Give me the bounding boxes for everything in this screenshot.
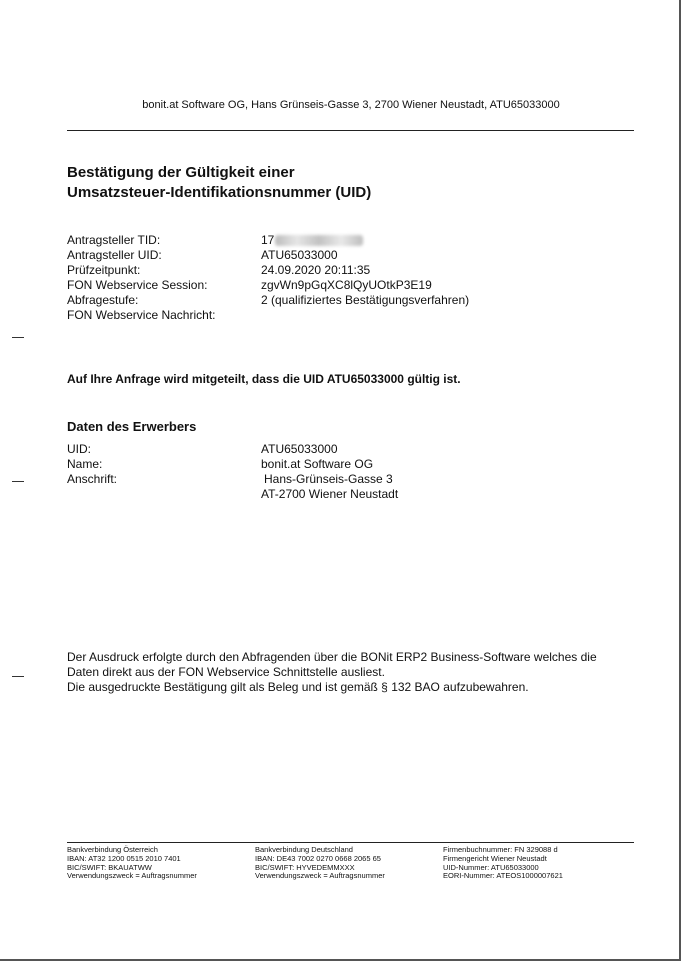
detail-label: Antragsteller UID:	[67, 248, 162, 262]
request-details	[67, 233, 627, 325]
footer-line: Bankverbindung Österreich	[67, 845, 158, 854]
fold-mark	[12, 337, 24, 338]
buyer-label: Name:	[67, 457, 103, 471]
detail-label: FON Webservice Session:	[67, 278, 208, 292]
footer-line: BIC/SWIFT: HYVEDEMMXXX	[255, 862, 355, 872]
footer-line: Firmengericht Wiener Neustadt	[443, 853, 547, 863]
footer-line: IBAN: DE43 7002 0270 0668 2065 65	[255, 853, 381, 863]
document-title	[67, 163, 371, 203]
footer-bank-austria	[67, 846, 197, 881]
buyer-label: UID:	[67, 442, 91, 456]
detail-value: 24.09.2020 20:11:35	[261, 263, 371, 277]
footer-line: UID-Nummer: ATU65033000	[443, 862, 539, 872]
validity-notice: Auf Ihre Anfrage wird mitgeteilt, dass die UID ATU65033000 gültig ist.	[67, 372, 461, 386]
footer-line: EORI-Nummer: ATEOS1000007621	[443, 871, 563, 881]
buyer-section-title: Daten des Erwerbers	[67, 419, 197, 434]
detail-label: Prüfzeitpunkt:	[67, 263, 141, 277]
redacted-blur	[275, 235, 363, 246]
print-disclaimer	[67, 650, 647, 695]
buyer-value: AT-2700 Wiener Neustadt	[261, 487, 399, 501]
footer-line: Firmenbuchnummer: FN 329088 d	[443, 845, 558, 854]
fold-mark	[12, 481, 24, 482]
disclaimer-line-1: Der Ausdruck erfolgte durch den Abfragenden über die BONit ERP2 Business-Software welches die	[67, 650, 597, 664]
disclaimer-line-2: Daten direkt aus der FON Webservice Schnittstelle ausliest.	[67, 665, 385, 679]
detail-label: Abfragestufe:	[67, 293, 139, 307]
detail-value: 17	[261, 233, 363, 248]
buyer-details	[67, 442, 627, 504]
detail-value: ATU65033000	[261, 248, 338, 262]
buyer-label: Anschrift:	[67, 472, 118, 486]
detail-label: Antragsteller TID:	[67, 233, 161, 247]
buyer-value: ATU65033000	[261, 442, 338, 456]
title-line-1: Bestätigung der Gültigkeit einer	[67, 164, 295, 181]
header-divider	[67, 130, 634, 131]
footer-divider	[67, 842, 634, 843]
company-address-line: bonit.at Software OG, Hans Grünseis-Gasse 3, 2700 Wiener Neustadt, ATU65033000	[142, 99, 560, 111]
disclaimer-line-3: Die ausgedruckte Bestätigung gilt als Beleg und ist gemäß § 132 BAO aufzubewahren.	[67, 680, 529, 694]
buyer-value: bonit.at Software OG	[261, 457, 374, 471]
footer-line: Verwendungszweck = Auftragsnummer	[255, 871, 385, 881]
footer-company-registry	[443, 846, 563, 881]
fold-mark	[12, 676, 24, 677]
footer-line: Verwendungszweck = Auftragsnummer	[67, 871, 197, 881]
footer-line: IBAN: AT32 1200 0515 2010 7401	[67, 853, 181, 863]
footer-line: BIC/SWIFT: BKAUATWW	[67, 862, 152, 872]
detail-label: FON Webservice Nachricht:	[67, 308, 216, 322]
footer-line: Bankverbindung Deutschland	[255, 845, 353, 854]
detail-value: zgvWn9pGqXC8lQyUOtkP3E19	[261, 278, 432, 292]
footer-bank-germany	[255, 846, 385, 881]
title-line-2: Umsatzsteuer-Identifikationsnummer (UID)	[67, 184, 372, 201]
detail-value: 2 (qualifiziertes Bestätigungsverfahren)	[261, 293, 470, 307]
buyer-value: Hans-Grünseis-Gasse 3	[264, 472, 393, 486]
